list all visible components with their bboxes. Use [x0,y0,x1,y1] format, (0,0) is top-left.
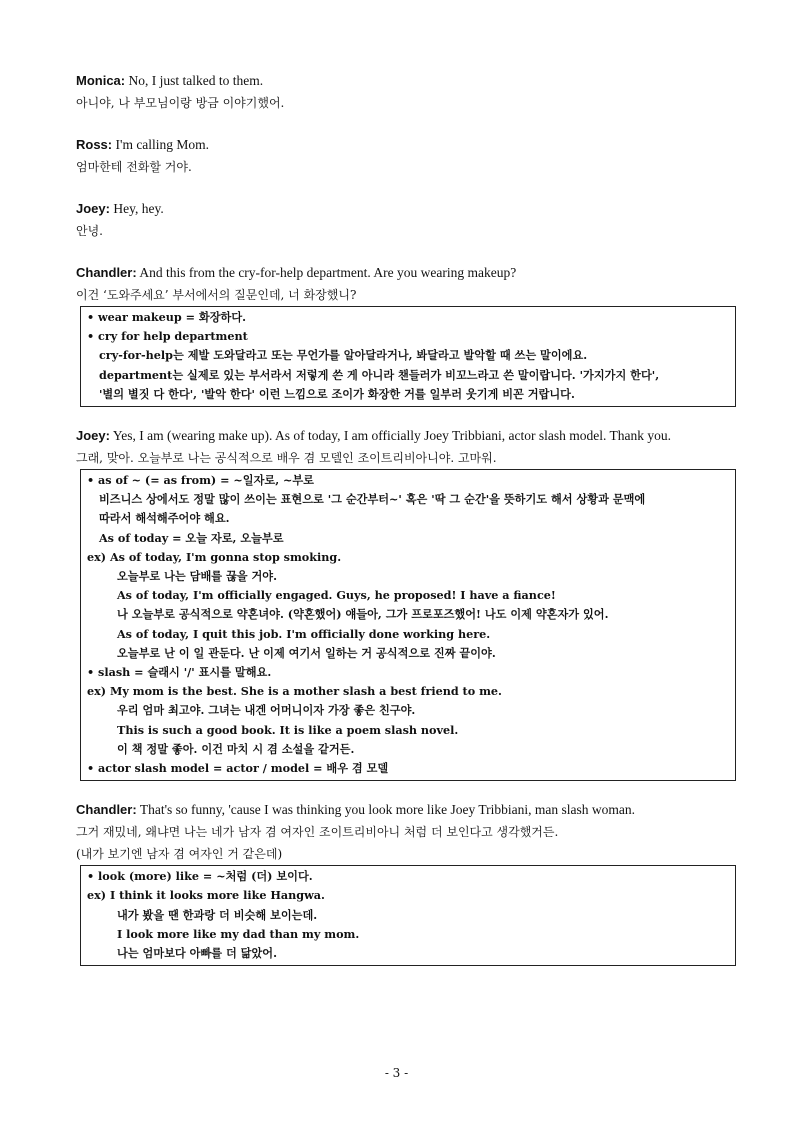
speaker-name: Ross [76,137,108,152]
note-line: • as of ~ (= as from) = ~일자로, ~부로 [87,473,314,488]
dialogue-line-ko: 엄마한테 전화할 거야. [76,160,192,174]
dialogue-line-en [76,799,736,821]
note-line: 따라서 해석해주어야 해요. [99,511,230,526]
speaker-colon: : [105,428,110,444]
speaker-colon: : [105,201,110,216]
note-line: 내가 봤을 땐 한과랑 더 비슷해 보이는데. [117,907,318,922]
dialogue-line-ko: 그거 재밌네, 왜냐면 나는 네가 남자 겸 여자인 조이트리비아니 처럼 더 보인다고 생각했거든. [76,825,559,840]
note-example: ex) As of today, I'm gonna stop smoking. [87,549,342,564]
note-line: • cry for help department [87,329,248,344]
speaker-name: Joey [76,201,106,216]
note-line: I look more like my dad than my mom. [117,926,360,941]
note-line: As of today, I'm officially engaged. Guys, he proposed! I have a fiance! [117,588,556,603]
dialogue-line-en [76,262,736,284]
note-box-look-like [80,865,736,966]
note-line: 이 책 정말 좋아. 이건 마치 시 겸 소설을 같거든. [117,741,355,756]
speaker-name: Joey [76,428,106,444]
note-example: ex) I think it looks more like Hangwa. [87,888,325,903]
note-line: • actor slash model = actor / model = 배우 겸 모델 [87,761,389,776]
english-text: I'm calling Mom. [115,137,210,152]
english-text: And this from the cry-for-help department. Are you wearing makeup? [139,265,517,280]
note-line: 나는 엄마보다 아빠를 더 닮았어. [117,946,277,961]
note-line: '별의 별짓 다 한다', '발악 한다' 이런 느낌으로 조이가 화장한 거를 일부러 웃기게 비꼰 거랍니다. [99,386,575,401]
note-line: • slash = 슬래시 '/' 표시를 말해요. [87,665,272,680]
speaker-colon: : [132,802,137,818]
note-line: 비즈니스 상에서도 정말 많이 쓰이는 표현으로 '그 순간부터~' 혹은 '딱 그 순간'을 뜻하기도 해서 상황과 문맥에 [99,492,646,507]
speaker-name: Chandler [76,265,133,280]
note-line: • wear makeup = 화장하다. [87,310,247,324]
note-line: As of today = 오늘 자로, 오늘부로 [99,530,284,545]
page-number: - 3 - [384,1066,409,1080]
english-text: Hey, hey. [113,201,164,216]
note-line: cry-for-help는 제발 도와달라고 또는 무언가를 알아달라거나, 봐달라고 발악할 때 쓰는 말이에요. [99,348,588,363]
dialogue-line-en [76,198,736,220]
english-text: That's so funny, 'cause I was thinking you look more like Joey Tribbiani, man slash woman. [139,802,636,818]
dialogue-line-en [76,134,736,156]
speaker-colon: : [107,137,113,152]
dialogue-line-en [76,70,736,92]
dialogue-line-en [76,425,736,447]
english-text: No, I just talked to them. [128,73,264,88]
note-line: 나 오늘부로 공식적으로 약혼녀야. (약혼했어) 얘들아, 그가 프로포즈했어! 나도 이제 약혼자가 있어. [117,607,609,622]
dialogue-line-ko: 이건 ‘도와주세요’ 부서에서의 질문인데, 너 화장했니? [76,288,357,302]
speaker-name: Chandler [76,802,133,818]
note-line: 우리 엄마 최고야. 그녀는 내겐 어머니이자 가장 좋은 친구야. [117,703,416,718]
speaker-colon: : [132,265,137,280]
dialogue-line-ko: 그래, 맞아. 오늘부로 나는 공식적으로 배우 겸 모델인 조이트리비아니야. 고마워. [76,451,497,466]
document-page [76,70,736,966]
note-box-makeup [80,306,736,407]
dialogue-line-ko-note: (내가 보기엔 남자 겸 여자인 거 같은데) [76,847,283,862]
note-line: department는 실제로 있는 부서라서 저렇게 쓴 게 아니라 챈들러가 비꼬느라고 쓴 말이랍니다. '가지가지 한다', [99,367,660,382]
note-line: • look (more) like = ~처럼 (더) 보이다. [87,869,313,884]
english-text: Yes, I am (wearing make up). As of today, I am officially Joey Tribbiani, actor slash model. Thank you. [112,428,672,444]
note-line: 오늘부로 난 이 일 관둔다. 난 이제 여기서 일하는 거 공식적으로 진짜 끝이야. [117,645,496,660]
dialogue-line-ko: 안녕. [76,224,103,238]
note-line: 오늘부로 나는 담배를 끊을 거야. [117,569,277,584]
speaker-colon: : [120,73,126,88]
note-line: As of today, I quit this job. I'm officially done working here. [117,626,491,641]
dialogue-line-ko: 아니야, 나 부모님이랑 방금 이야기했어. [76,96,285,110]
note-box-as-of [80,469,736,781]
speaker-name: Monica [76,73,121,88]
note-example: ex) My mom is the best. She is a mother slash a best friend to me. [87,684,502,699]
note-line: This is such a good book. It is like a poem slash novel. [117,722,459,737]
